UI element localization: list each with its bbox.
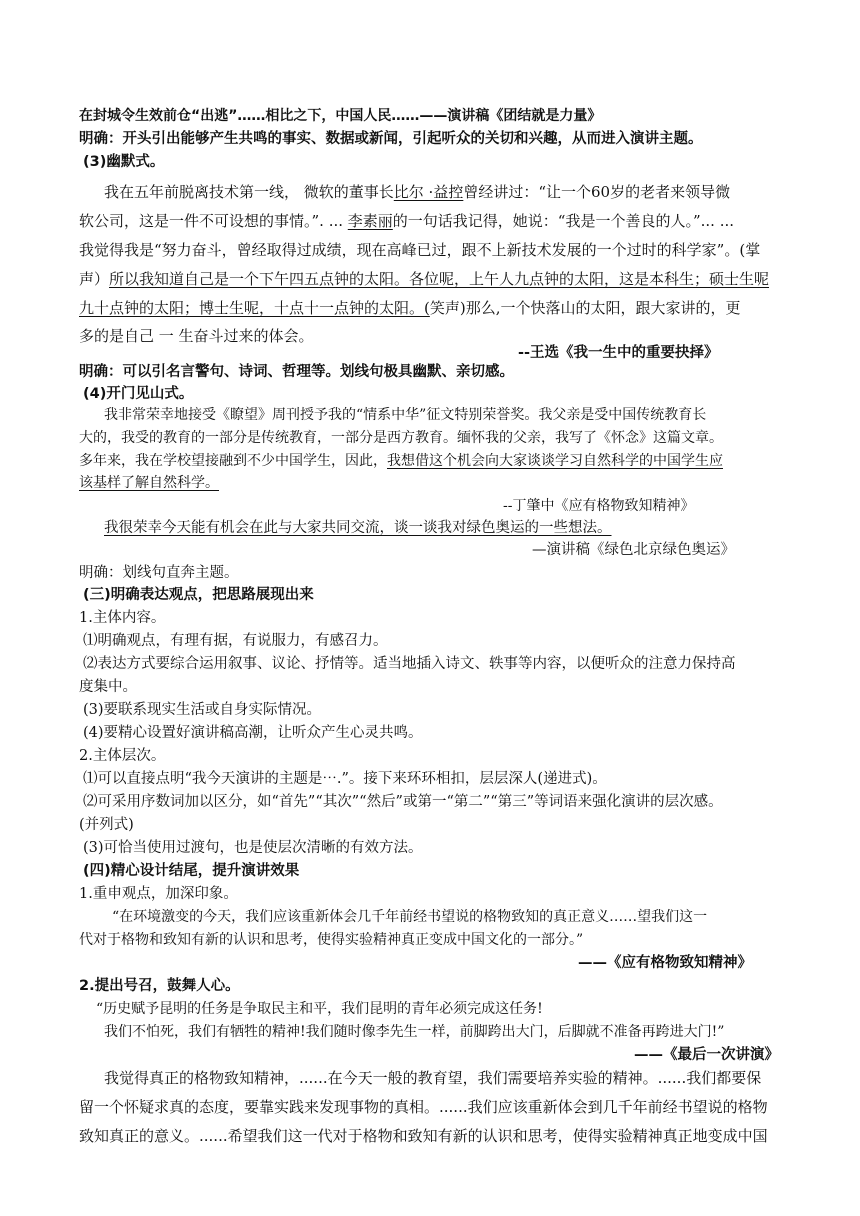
text-line: 代对于格物和致知有新的认识和思考，使得实验精神真正变成中国文化的一部分。” <box>79 932 584 948</box>
text-line <box>79 451 723 471</box>
text-line: 留一个怀疑求真的态度，要靠实践来发现事物的真相。......我们应该重新体会到几千年前经书望说的格物 <box>79 1098 768 1116</box>
text-line: 明确：划线句直奔主题。 <box>79 565 239 581</box>
attribution: ——《应有格物致知精神》 <box>578 955 752 971</box>
text-line: 大的，我受的教育的一部分是传统教育，一部分是西方教育。缅怀我的父亲，我写了《怀念》这篇文章。 <box>79 430 723 446</box>
text-line: 1.主体内容。 <box>79 610 166 626</box>
text-line: (3)要联系现实生活或自身实际情况。 <box>83 702 322 718</box>
text-line: 度集中。 <box>79 679 137 695</box>
text-line: 多的是自己 一 生奋斗过来的体会。 <box>79 327 314 345</box>
text-segment: 笑声)那么,一个快落山的太阳，跟大家讲的，更 <box>429 299 741 317</box>
section-heading: (4)开门见山式。 <box>83 386 194 402</box>
section-heading: (三)明确表达观点，把思路展现出来 <box>83 587 314 603</box>
section-heading: 2.提出号召，鼓舞人心。 <box>79 978 240 994</box>
text-line: (4)要精心设置好演讲稿高潮，让听众产生心灵共鸣。 <box>83 725 423 741</box>
text-segment: 软公司，这是一件不可设想的事情。”. ... <box>79 212 348 230</box>
text-segment: 多年来，我在学校望接融到不少中国学生，因此， <box>79 453 387 469</box>
text-line: 明确：开头引出能够产生共鸣的事实、数据或新闻，引起听众的关切和兴趣，从而进入演讲主题。 <box>79 131 703 147</box>
text-line: 致知真正的意义。......希望我们这一代对于格物和致知有新的认识和思考，使得实验精神真正地变成中国 <box>79 1127 768 1145</box>
text-line: ⑴明确观点，有理有据，有说服力，有感召力。 <box>83 633 388 649</box>
text-line: “在环境激变的今天，我们应该重新体会几千年前经书望说的格物致知的真正意义……望我们这一 <box>112 909 708 925</box>
attribution: —演讲稿《绿色北京绿色奥运》 <box>532 542 735 558</box>
text-line: 我觉得我是“努力奋斗，曾经取得过成绩，现在高峰已过，跟不上新技术发展的一个过时的科学家”。(掌 <box>79 241 761 259</box>
text-line: 2.主体层次。 <box>79 748 166 764</box>
text-segment: 的一句话我记得，她说：“我是一个善良的人。”... ... <box>392 212 735 230</box>
underlined-text: 比尔 ·益控 <box>393 183 464 201</box>
text-line: (3)可恰当使用过渡句，也是使层次清晰的有效方法。 <box>83 840 423 856</box>
text-line: 1.重申观点，加深印象。 <box>79 886 238 902</box>
text-segment: 声） <box>79 270 110 288</box>
underlined-text: 九十点钟的太阳；博士生呢，十点十一点钟的太阳。( <box>79 299 430 317</box>
text-line: 我觉得真正的格物致知精神，......在今天一般的教育望，我们需要培养实验的精神。......我们都要保 <box>104 1069 762 1087</box>
text-line <box>79 298 740 318</box>
underlined-text: 该基样了解自然科学。 <box>79 475 219 491</box>
text-line: 我们不怕死，我们有牺牲的精神!我们随时像李先生一样，前脚跨出大门，后脚就不准备再跨进大门!” <box>104 1024 725 1040</box>
text-line: ⑵可采用序数词加以区分，如“首先”“其次”“然后”或第一“第二”“第三”等词语来强化演讲的层次感。 <box>83 794 723 810</box>
attribution: ——《最后一次讲演》 <box>634 1047 779 1063</box>
section-heading: (3)幽默式。 <box>83 154 165 170</box>
text-line <box>104 182 730 202</box>
text-line: 我非常荣幸地接受《瞭望》周刊授予我的“情系中华”征文特别荣誉奖。我父亲是受中国传统教育长 <box>104 407 707 423</box>
text-line: 明确：可以引名言警句、诗词、哲理等。划线句极具幽默、亲切感。 <box>79 364 514 380</box>
attribution: --丁肇中《应有格物致知精神》 <box>503 498 695 514</box>
text-line <box>79 269 769 289</box>
text-line: ⑴可以直接点明“我今天演讲的主题是⋯.”。接下来环环相扣，层层深人(递进式)。 <box>83 771 607 787</box>
section-heading: (四)精心设计结尾，提升演讲效果 <box>83 863 300 879</box>
underlined-text: 所以我知道自己是一个下午四五点钟的太阳。各位呢，上午人九点钟的太阳，这是本科生；硕士生呢 <box>109 270 770 288</box>
attribution: --王选《我一生中的重要抉择》 <box>518 345 719 361</box>
underlined-text: 我想借这个机会向大家谈谈学习自然科学的中国学生应 <box>387 453 723 469</box>
text-segment: 我在五年前脱离技术第一线， 微软的董事长 <box>104 183 394 201</box>
underlined-text: 李素丽 <box>347 212 393 230</box>
underlined-text: 我很荣幸今天能有机会在此与大家共同交流，谈一谈我对绿色奥运的一些想法。 <box>104 520 612 536</box>
text-line: ⑵表达方式要综合运用叙事、议论、抒情等。适当地插入诗文、轶事等内容，以便听众的注意力保持高 <box>83 656 736 672</box>
text-segment: 曾经讲过：“让一个60岁的老者来领导微 <box>463 183 731 201</box>
text-line: 在封城令生效前仓“出逃”……相比之下，中国人民……——演讲稿《团结就是力量》 <box>79 108 602 124</box>
text-line: (并列式) <box>79 817 134 833</box>
text-line: “历史赋予昆明的任务是争取民主和平，我们昆明的青年必须完成这任务! <box>96 1001 543 1017</box>
text-line <box>79 211 734 231</box>
